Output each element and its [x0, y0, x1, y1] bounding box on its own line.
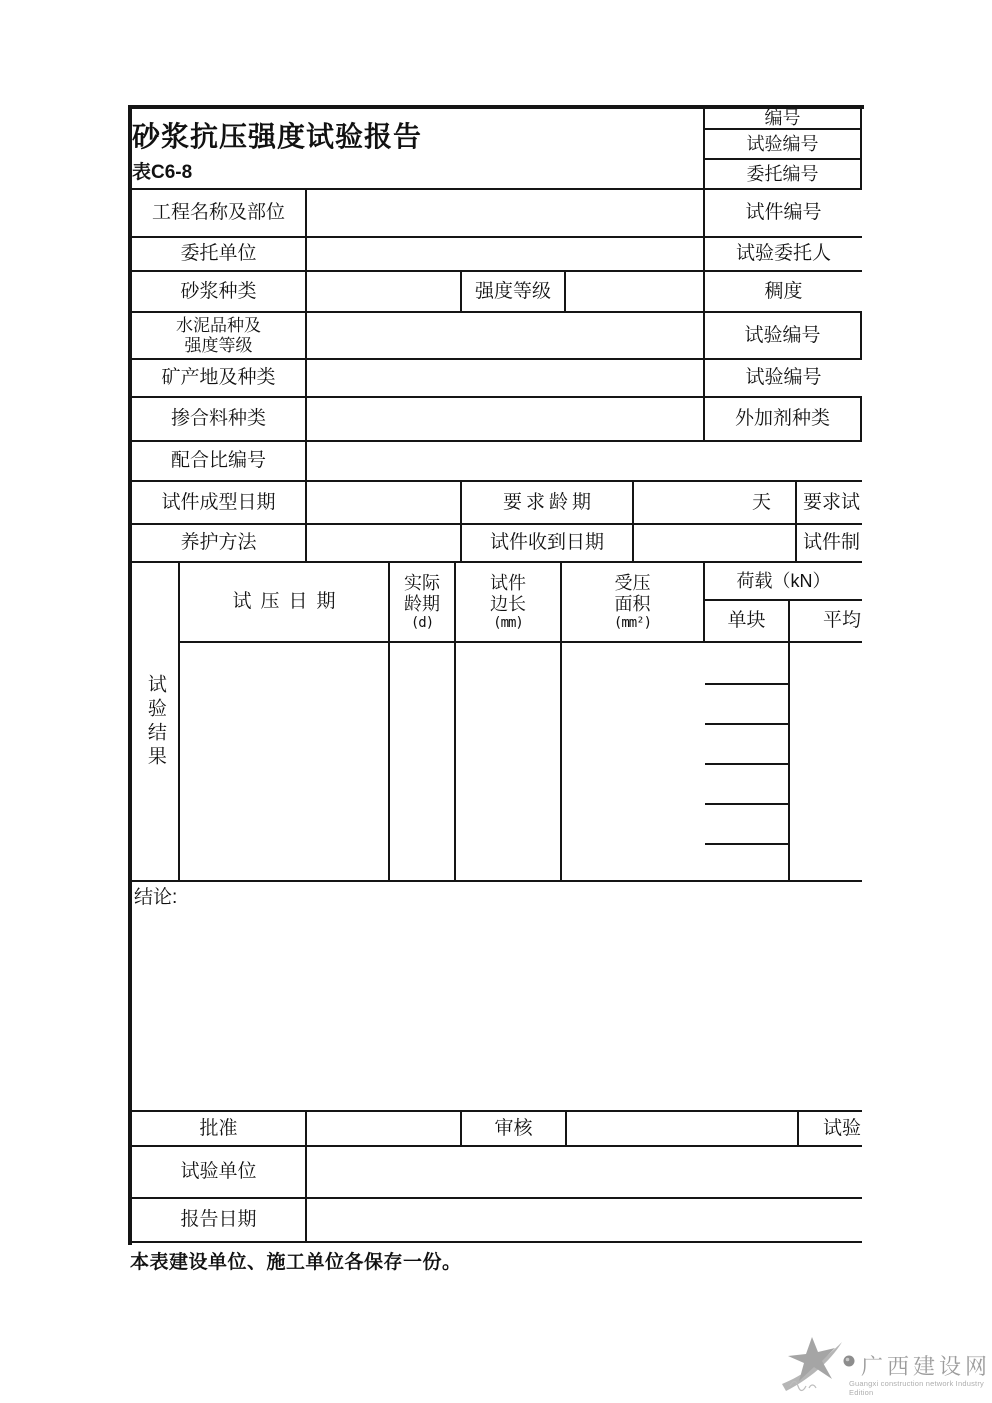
client-person-label: 试验委托人: [705, 238, 862, 272]
footer-note: 本表建设单位、施工单位各保存一份。: [130, 1252, 462, 1273]
approve-label: 批准: [132, 1112, 307, 1147]
load-average-header: 平均: [790, 601, 862, 643]
received-date-label: 试件收到日期: [462, 525, 634, 563]
curing-method-label: 养护方法: [132, 525, 307, 563]
side-length-header: [456, 563, 562, 643]
sand-test-no-label: 试验编号: [705, 360, 862, 398]
results-section-label: [132, 563, 180, 882]
watermark-site-name: 广西建设网: [861, 1354, 992, 1379]
side-length-line1: 试件: [490, 573, 526, 594]
press-area-unit: (mm²): [613, 614, 652, 631]
cement-label: [132, 313, 307, 360]
report-title: 砂浆抗压强度试验报告: [132, 120, 423, 152]
project-value-cell: [307, 190, 705, 238]
mix-ratio-value-cell: [307, 442, 862, 482]
molding-date-value-cell: [307, 482, 462, 525]
side-length-body-cell: [456, 643, 562, 882]
client-value-cell: [307, 238, 705, 272]
report-date-label: 报告日期: [132, 1199, 307, 1243]
test-unit-value-cell: [307, 1147, 862, 1199]
press-date-header: 试压日期: [180, 563, 390, 643]
actual-age-line1: 实际: [404, 573, 440, 594]
days-unit-label: 天: [634, 482, 797, 525]
actual-age-body-cell: [390, 643, 456, 882]
received-date-value-cell: [634, 525, 797, 563]
actual-age-line2: 龄期: [404, 593, 440, 614]
cement-test-no-label: 试验编号: [705, 313, 862, 360]
strength-grade-label: 强度等级: [462, 272, 566, 313]
single-row-divider-1: [705, 683, 790, 685]
press-date-body-cell: [180, 643, 390, 882]
mortar-type-value-cell: [307, 272, 462, 313]
required-age-label: 要求龄期: [462, 482, 634, 525]
side-length-line2: 边长: [490, 593, 526, 614]
code-label-shiyan-bianhao: 试验编号: [705, 130, 862, 160]
admixture-label: 掺合料种类: [132, 398, 307, 442]
cement-label-line1: 水泥品种及: [176, 315, 261, 335]
press-area-header: [562, 563, 705, 643]
admixture-value-cell: [307, 398, 705, 442]
actual-age-unit: (d): [410, 614, 434, 631]
single-row-divider-4: [705, 803, 790, 805]
mortar-type-label: 砂浆种类: [132, 272, 307, 313]
required-test-clipped-label: 要求试: [797, 482, 862, 525]
load-header: 荷载（kN）: [705, 563, 862, 601]
specimen-made-clipped-label: 试件制: [797, 525, 862, 563]
results-section-label-text: 试验结果: [144, 673, 166, 770]
review-label: 审核: [462, 1112, 567, 1147]
single-row-divider-3: [705, 763, 790, 765]
single-row-divider-2: [705, 723, 790, 725]
actual-age-header: [390, 563, 456, 643]
average-body-cell: [790, 643, 862, 882]
code-label-weituo-bianhao: 委托编号: [705, 160, 862, 190]
test-unit-label: 试验单位: [132, 1147, 307, 1199]
conclusion-label: 结论:: [134, 887, 178, 908]
cement-value-cell: [307, 313, 705, 360]
strength-grade-value-cell: [566, 272, 705, 313]
specimen-no-label: 试件编号: [705, 190, 862, 238]
report-date-value-cell: [307, 1199, 862, 1243]
press-area-line2: 面积: [614, 593, 651, 614]
additive-type-label: 外加剂种类: [705, 398, 862, 442]
title-cell: [132, 109, 705, 190]
watermark-subtitle: Guangxi construction network Industry Edition: [849, 1379, 984, 1397]
approve-value-cell: [307, 1112, 462, 1147]
single-row-divider-5: [705, 843, 790, 845]
sand-label: 矿产地及种类: [132, 360, 307, 398]
press-area-line1: 受压: [614, 573, 651, 594]
form-code: 表C6-8: [132, 162, 193, 184]
project-label: 工程名称及部位: [132, 190, 307, 238]
curing-method-value-cell: [307, 525, 462, 563]
conclusion-cell: [132, 882, 862, 1112]
sand-value-cell: [307, 360, 705, 398]
client-label: 委托单位: [132, 238, 307, 272]
consistency-label: 稠度: [705, 272, 862, 313]
side-length-unit: (mm): [493, 614, 523, 631]
code-label-bianhao: 编号: [705, 109, 862, 130]
test-clipped-label: 试验: [799, 1112, 862, 1147]
load-single-header: 单块: [705, 601, 790, 643]
watermark-star-icon: [778, 1334, 860, 1394]
molding-date-label: 试件成型日期: [132, 482, 307, 525]
mix-ratio-label: 配合比编号: [132, 442, 307, 482]
cement-label-line2: 强度等级: [184, 335, 253, 355]
review-value-cell: [567, 1112, 799, 1147]
